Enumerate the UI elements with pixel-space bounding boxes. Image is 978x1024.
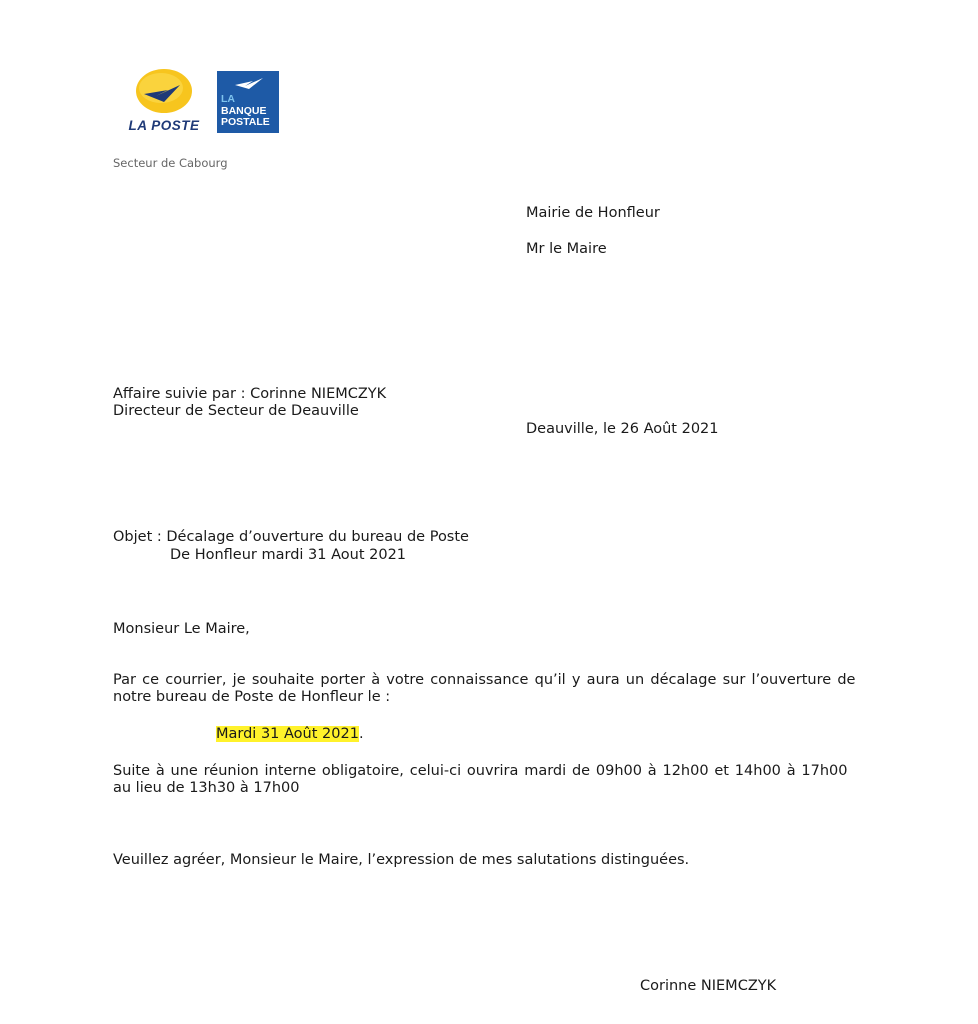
sector-label: Secteur de Cabourg [113,156,228,170]
subject-line-1: Objet : Décalage d’ouverture du bureau de Poste [113,529,469,545]
subject-line-2: De Honfleur mardi 31 Aout 2021 [170,547,407,563]
lbp-bird-icon [233,75,265,91]
signature: Corinne NIEMCZYK [640,978,777,994]
laposte-logo-text: LA POSTE [128,118,200,133]
lbp-line-3: POSTALE [221,116,270,128]
lbp-logo-text [221,94,270,129]
laposte-logo [118,66,210,136]
body-para1-line-1: Par ce courrier, je souhaite porter à votre connaissance qu’il y aura un décalage sur l’ouverture de [113,672,856,688]
sender-line-1: Affaire suivie par : Corinne NIEMCZYK [113,386,387,402]
body-para2-line-2: au lieu de 13h30 à 17h00 [113,780,300,796]
body-para1-line-2: notre bureau de Poste de Honfleur le : [113,689,391,705]
closing-line: Veuillez agréer, Monsieur le Maire, l’expression de mes salutations distinguées. [113,852,690,868]
sender-line-2: Directeur de Secteur de Deauville [113,403,359,419]
highlighted-date-suffix: . [358,726,364,742]
date-line: Deauville, le 26 Août 2021 [526,421,719,437]
banque-postale-logo [217,71,279,133]
lbp-line-2: BANQUE [221,104,267,117]
body-para2-line-1: Suite à une réunion interne obligatoire, celui-ci ouvrira mardi de 09h00 à 12h00 et 14h00 à 17h00 [113,763,848,779]
highlighted-date-line [216,725,364,743]
laposte-bird-icon [134,66,194,116]
recipient-line-1: Mairie de Honfleur [526,205,660,221]
recipient-line-2: Mr le Maire [526,241,607,257]
highlighted-date: Mardi 31 Août 2021 [216,726,359,742]
lbp-line-1: LA [221,93,235,105]
salutation: Monsieur Le Maire, [113,621,250,637]
